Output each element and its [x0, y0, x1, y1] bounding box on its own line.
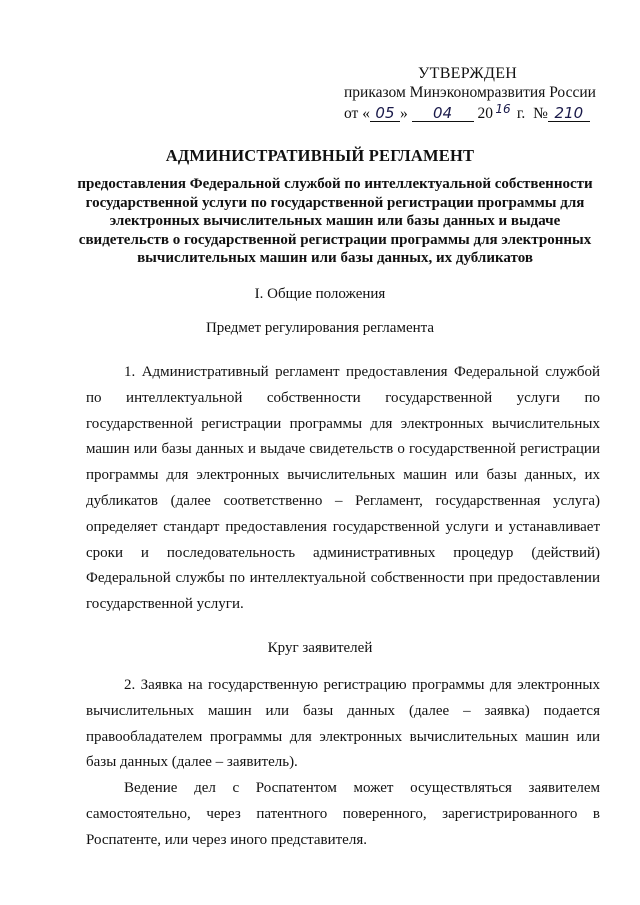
- handwritten-month: 04: [412, 106, 474, 122]
- approval-title: УТВЕРЖДЕН: [418, 65, 518, 82]
- section-heading-general: I. Общие положения: [254, 286, 386, 302]
- document-title: АДМИНИСТРАТИВНЫЙ РЕГЛАМЕНТ: [165, 146, 475, 165]
- approval-stamp: [334, 64, 624, 123]
- approval-date-line: [334, 102, 624, 123]
- document-subtitle: предоставления Федеральной службой по интеллектуальной собственности государственной услуги по государственной регистрации программы для электронных вычислительных машин или базы данных и выдаче свидетельств о государственной регистрации программы для электронных вычислительных машин или базы данных, их дубликатов: [77, 176, 593, 266]
- number-prefix: №: [533, 105, 548, 122]
- handwritten-year: 16: [495, 102, 511, 116]
- day-suffix: »: [399, 105, 408, 122]
- subsection-heading-applicants: Круг заявителей: [267, 640, 373, 656]
- paragraph-2: 2. Заявка на государственную регистрацию программы для электронных вычислительных машин или базы данных (далее – заявка) подается правообладателем программы для электронных вычислительных машин или базы данных (далее – заявитель).: [86, 677, 600, 771]
- paragraph-3: Ведение дел с Роспатентом может осуществляться заявителем самостоятельно, через патентного поверенного, зарегистрированного в Роспатенте, или через иного представителя.: [86, 780, 600, 848]
- handwritten-day: 05: [370, 106, 400, 122]
- handwritten-number: 210: [548, 106, 590, 122]
- date-prefix: от «: [344, 105, 370, 122]
- approval-order-line: приказом Минэкономразвития России: [344, 84, 596, 101]
- year-suffix: г.: [516, 105, 526, 122]
- subsection-heading-subject: Предмет регулирования регламента: [205, 320, 435, 336]
- year-prefix: 20: [477, 105, 493, 122]
- paragraph-1: 1. Административный регламент предоставления Федеральной службой по интеллектуальной собственности государственной услуги по государственной регистрации программы для электронных вычислительных машин или базы данных и выдаче свидетельств о государственной регистрации программы для электронных вычислительных машин или базы данных, их дубликатов (далее соответственно – Регламент, государственная услуга) определяет стандарт предоставления государственной услуги и устанавливает сроки и последовательность административных процедур (действий) Федеральной службы по интеллектуальной собственности при предоставлении государственной услуги.: [86, 364, 600, 613]
